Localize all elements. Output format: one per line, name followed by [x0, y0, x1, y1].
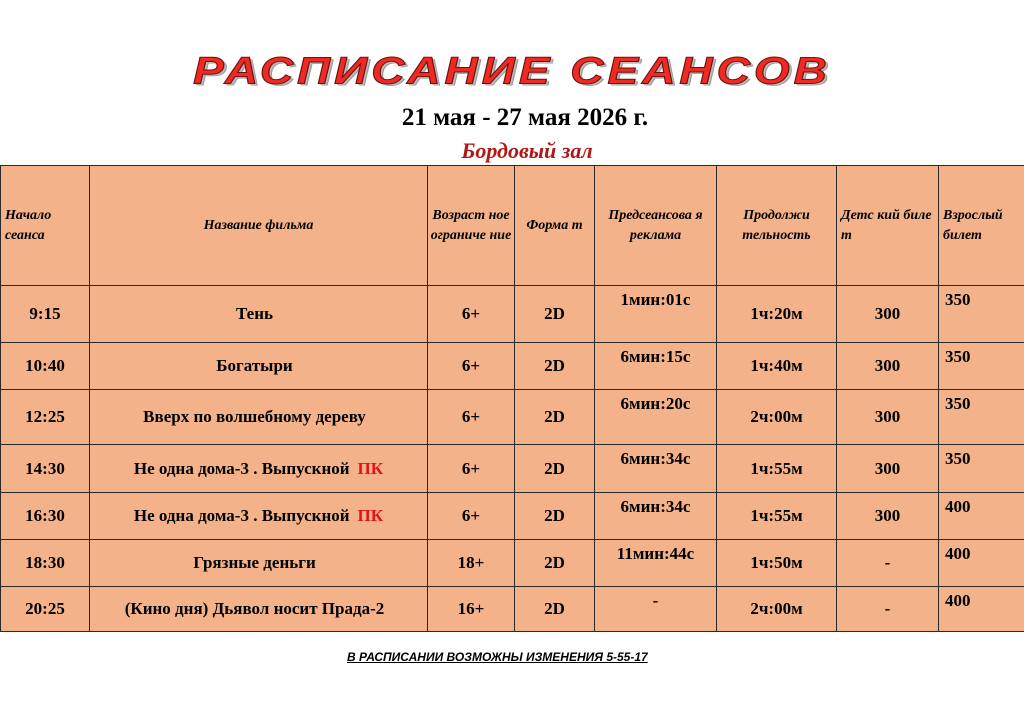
- adult-price: 350: [939, 286, 1024, 343]
- table-row: [1, 445, 1024, 493]
- col-age-header: Возраст ное ограниче ние: [428, 166, 515, 286]
- header-row: [1, 166, 1024, 286]
- ad-duration: 11мин:44с: [595, 540, 717, 587]
- format: 2D: [515, 445, 595, 493]
- child-price: 300: [837, 493, 939, 540]
- film-title: [90, 286, 428, 343]
- col-adult-header: Взрослый билет: [939, 166, 1024, 286]
- format: 2D: [515, 286, 595, 343]
- film-name: Вверх по волшебному дереву: [143, 407, 366, 426]
- age-rating: 18+: [428, 540, 515, 587]
- table-row: [1, 343, 1024, 390]
- col-ads-header: Предсеансова я реклама: [595, 166, 717, 286]
- film-duration: 1ч:55м: [717, 493, 837, 540]
- film-title: [90, 540, 428, 587]
- adult-price: 400: [939, 540, 1024, 587]
- table-row: [1, 286, 1024, 343]
- film-name: Грязные деньги: [193, 553, 316, 572]
- film-name: Не одна дома-3 . Выпускной: [133, 506, 350, 525]
- col-start-header: Начало сеанса: [1, 166, 90, 286]
- age-rating: 6+: [428, 445, 515, 493]
- table-row: [1, 390, 1024, 445]
- film-title: [90, 343, 428, 390]
- date-range: 21 мая - 27 мая 2026 г.: [401, 104, 649, 131]
- age-rating: 6+: [428, 390, 515, 445]
- start-time: 20:25: [1, 587, 90, 632]
- schedule-change-notice: В РАСПИСАНИИ ВОЗМОЖНЫ ИЗМЕНЕНИЯ 5-55-17: [347, 650, 648, 664]
- format: 2D: [515, 587, 595, 632]
- adult-price: 350: [939, 343, 1024, 390]
- age-rating: 6+: [428, 286, 515, 343]
- child-price: 300: [837, 445, 939, 493]
- adult-price: 400: [939, 493, 1024, 540]
- start-time: 9:15: [1, 286, 90, 343]
- ad-duration: 6мин:15с: [595, 343, 717, 390]
- start-time: 10:40: [1, 343, 90, 390]
- film-title: [90, 390, 428, 445]
- film-duration: 1ч:50м: [717, 540, 837, 587]
- adult-price: 350: [939, 390, 1024, 445]
- col-child-header: Детс кий биле т: [837, 166, 939, 286]
- film-duration: 1ч:40м: [717, 343, 837, 390]
- ad-duration: 1мин:01с: [595, 286, 717, 343]
- schedule-table: [0, 165, 1024, 632]
- format: 2D: [515, 540, 595, 587]
- age-rating: 6+: [428, 343, 515, 390]
- schedule-title: РАСПИСАНИЕ СЕАНСОВ: [193, 48, 831, 92]
- start-time: 18:30: [1, 540, 90, 587]
- film-duration: 2ч:00м: [717, 390, 837, 445]
- film-duration: 1ч:55м: [717, 445, 837, 493]
- col-duration-header: Продолжи тельность: [717, 166, 837, 286]
- child-price: -: [837, 540, 939, 587]
- film-duration: 2ч:00м: [717, 587, 837, 632]
- hall-name: Бордовый зал: [461, 138, 593, 163]
- film-name: Богатыри: [216, 356, 293, 375]
- col-format-header: Форма т: [515, 166, 595, 286]
- adult-price: 350: [939, 445, 1024, 493]
- col-film-header: Название фильма: [90, 166, 428, 286]
- format: 2D: [515, 390, 595, 445]
- table-row: [1, 587, 1024, 632]
- film-name: (Кино дня) Дьявол носит Прада-2: [124, 599, 385, 618]
- child-price: -: [837, 587, 939, 632]
- format: 2D: [515, 343, 595, 390]
- start-time: 14:30: [1, 445, 90, 493]
- film-name: Не одна дома-3 . Выпускной: [133, 458, 350, 478]
- start-time: 16:30: [1, 493, 90, 540]
- start-time: 12:25: [1, 390, 90, 445]
- film-title: [90, 493, 428, 540]
- film-title: [90, 445, 428, 493]
- format: 2D: [515, 493, 595, 540]
- ad-duration: 6мин:34с: [595, 493, 717, 540]
- child-price: 300: [837, 286, 939, 343]
- film-title: [90, 587, 428, 632]
- film-tag: ПК: [357, 506, 384, 525]
- film-tag: ПК: [357, 458, 384, 478]
- ad-duration: -: [595, 587, 717, 632]
- ad-duration: 6мин:34с: [595, 445, 717, 493]
- adult-price: 400: [939, 587, 1024, 632]
- table-row: [1, 540, 1024, 587]
- film-name: Тень: [235, 304, 274, 323]
- age-rating: 6+: [428, 493, 515, 540]
- film-duration: 1ч:20м: [717, 286, 837, 343]
- ad-duration: 6мин:20с: [595, 390, 717, 445]
- child-price: 300: [837, 390, 939, 445]
- child-price: 300: [837, 343, 939, 390]
- age-rating: 16+: [428, 587, 515, 632]
- table-row: [1, 493, 1024, 540]
